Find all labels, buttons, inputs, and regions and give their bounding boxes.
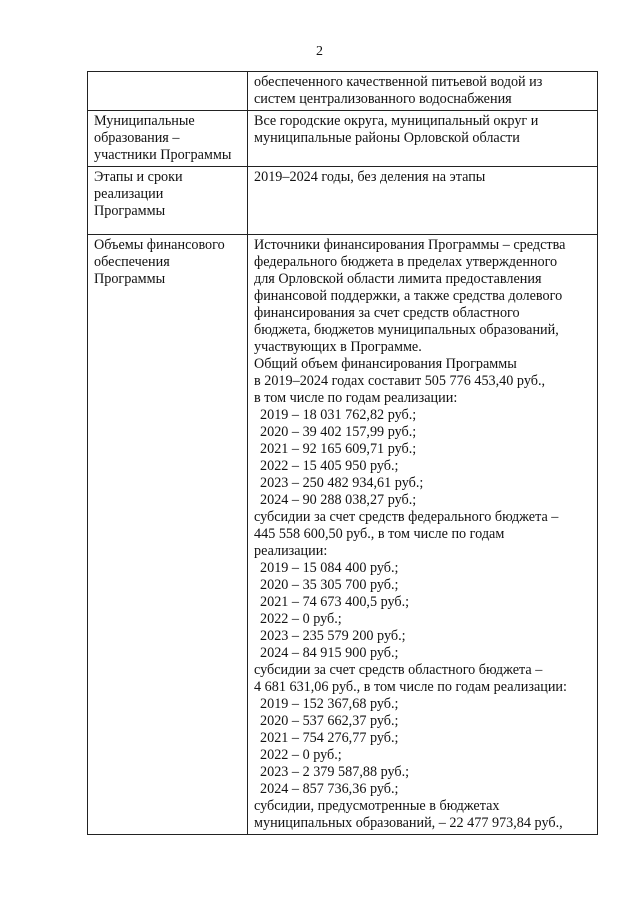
text-line: для Орловской области лимита предоставления bbox=[254, 271, 542, 287]
page-number: 2 bbox=[316, 44, 323, 59]
text-line: обеспечения bbox=[94, 254, 170, 270]
text-line: в 2019–2024 годах составит 505 776 453,40 руб., bbox=[254, 373, 546, 389]
text-line: Источники финансирования Программы – средства bbox=[254, 237, 566, 253]
text-line: участники Программы bbox=[94, 147, 232, 163]
text-line: обеспеченного качественной питьевой водой из bbox=[254, 74, 543, 90]
text-line: участвующих в Программе. bbox=[254, 339, 422, 355]
text-line: 2022 – 0 руб.; bbox=[260, 611, 342, 627]
participants-label-cell bbox=[88, 111, 248, 167]
text-line: 2020 – 39 402 157,99 руб.; bbox=[260, 424, 417, 440]
text-line: 2023 – 235 579 200 руб.; bbox=[260, 628, 406, 644]
finance-label-lines bbox=[94, 237, 241, 288]
stages-label-lines bbox=[94, 169, 241, 220]
stages-value-lines bbox=[254, 169, 591, 186]
text-line: 2021 – 754 276,77 руб.; bbox=[260, 730, 399, 746]
table-row-participants bbox=[88, 111, 598, 167]
text-line: субсидии за счет средств федерального бюджета – bbox=[254, 509, 559, 525]
continuation-value-cell bbox=[248, 72, 598, 111]
text-line: реализации bbox=[94, 186, 164, 202]
text-line: Муниципальные bbox=[94, 113, 195, 129]
table-row-finance bbox=[88, 235, 598, 835]
text-line: муниципальных образований, – 22 477 973,84 руб., bbox=[254, 815, 563, 831]
text-line: субсидии за счет средств областного бюджета – bbox=[254, 662, 543, 678]
participants-value-cell bbox=[248, 111, 598, 167]
text-line: Этапы и сроки bbox=[94, 169, 183, 185]
text-line: Программы bbox=[94, 271, 166, 287]
text-line: муниципальные районы Орловской области bbox=[254, 130, 520, 146]
text-line: 2023 – 250 482 934,61 руб.; bbox=[260, 475, 424, 491]
text-line: 2024 – 84 915 900 руб.; bbox=[260, 645, 399, 661]
text-line: 2024 – 90 288 038,27 руб.; bbox=[260, 492, 417, 508]
participants-label-lines bbox=[94, 113, 241, 164]
table-row-continuation bbox=[88, 72, 598, 111]
text-line: Программы bbox=[94, 203, 166, 219]
text-line: 2020 – 35 305 700 руб.; bbox=[260, 577, 399, 593]
text-line: 2019 – 18 031 762,82 руб.; bbox=[260, 407, 417, 423]
continuation-label-cell bbox=[88, 72, 248, 111]
participants-value-lines bbox=[254, 113, 591, 147]
text-line: 2020 – 537 662,37 руб.; bbox=[260, 713, 399, 729]
text-line: 445 558 600,50 руб., в том числе по годам bbox=[254, 526, 505, 542]
text-line: Объемы финансового bbox=[94, 237, 225, 253]
finance-value-cell bbox=[248, 235, 598, 835]
text-line: 2019 – 152 367,68 руб.; bbox=[260, 696, 399, 712]
text-line: субсидии, предусмотренные в бюджетах bbox=[254, 798, 500, 814]
finance-label-cell bbox=[88, 235, 248, 835]
text-line: 2023 – 2 379 587,88 руб.; bbox=[260, 764, 410, 780]
stages-label-cell bbox=[88, 167, 248, 235]
text-line: 2022 – 0 руб.; bbox=[260, 747, 342, 763]
text-line: Все городские округа, муниципальный округ и bbox=[254, 113, 539, 129]
text-line: в том числе по годам реализации: bbox=[254, 390, 458, 406]
text-line: бюджета, бюджетов муниципальных образований, bbox=[254, 322, 559, 338]
text-line: Общий объем финансирования Программы bbox=[254, 356, 517, 372]
table-row-stages bbox=[88, 167, 598, 235]
text-line: 2021 – 92 165 609,71 руб.; bbox=[260, 441, 417, 457]
text-line: реализации: bbox=[254, 543, 328, 559]
text-line: 2024 – 857 736,36 руб.; bbox=[260, 781, 399, 797]
program-passport-table bbox=[87, 71, 598, 835]
text-line: образования – bbox=[94, 130, 180, 146]
text-line: финансовой поддержки, а также средства долевого bbox=[254, 288, 563, 304]
text-line: 2019 – 15 084 400 руб.; bbox=[260, 560, 399, 576]
text-line: 2019–2024 годы, без деления на этапы bbox=[254, 169, 486, 185]
text-line: федерального бюджета в пределах утвержденного bbox=[254, 254, 558, 270]
text-line: финансирования за счет средств областного bbox=[254, 305, 520, 321]
text-line: 4 681 631,06 руб., в том числе по годам реализации: bbox=[254, 679, 567, 695]
continuation-value-lines bbox=[254, 74, 591, 108]
stages-value-cell bbox=[248, 167, 598, 235]
text-line: 2021 – 74 673 400,5 руб.; bbox=[260, 594, 410, 610]
finance-value-lines bbox=[254, 237, 591, 832]
text-line: систем централизованного водоснабжения bbox=[254, 91, 512, 107]
text-line: 2022 – 15 405 950 руб.; bbox=[260, 458, 399, 474]
